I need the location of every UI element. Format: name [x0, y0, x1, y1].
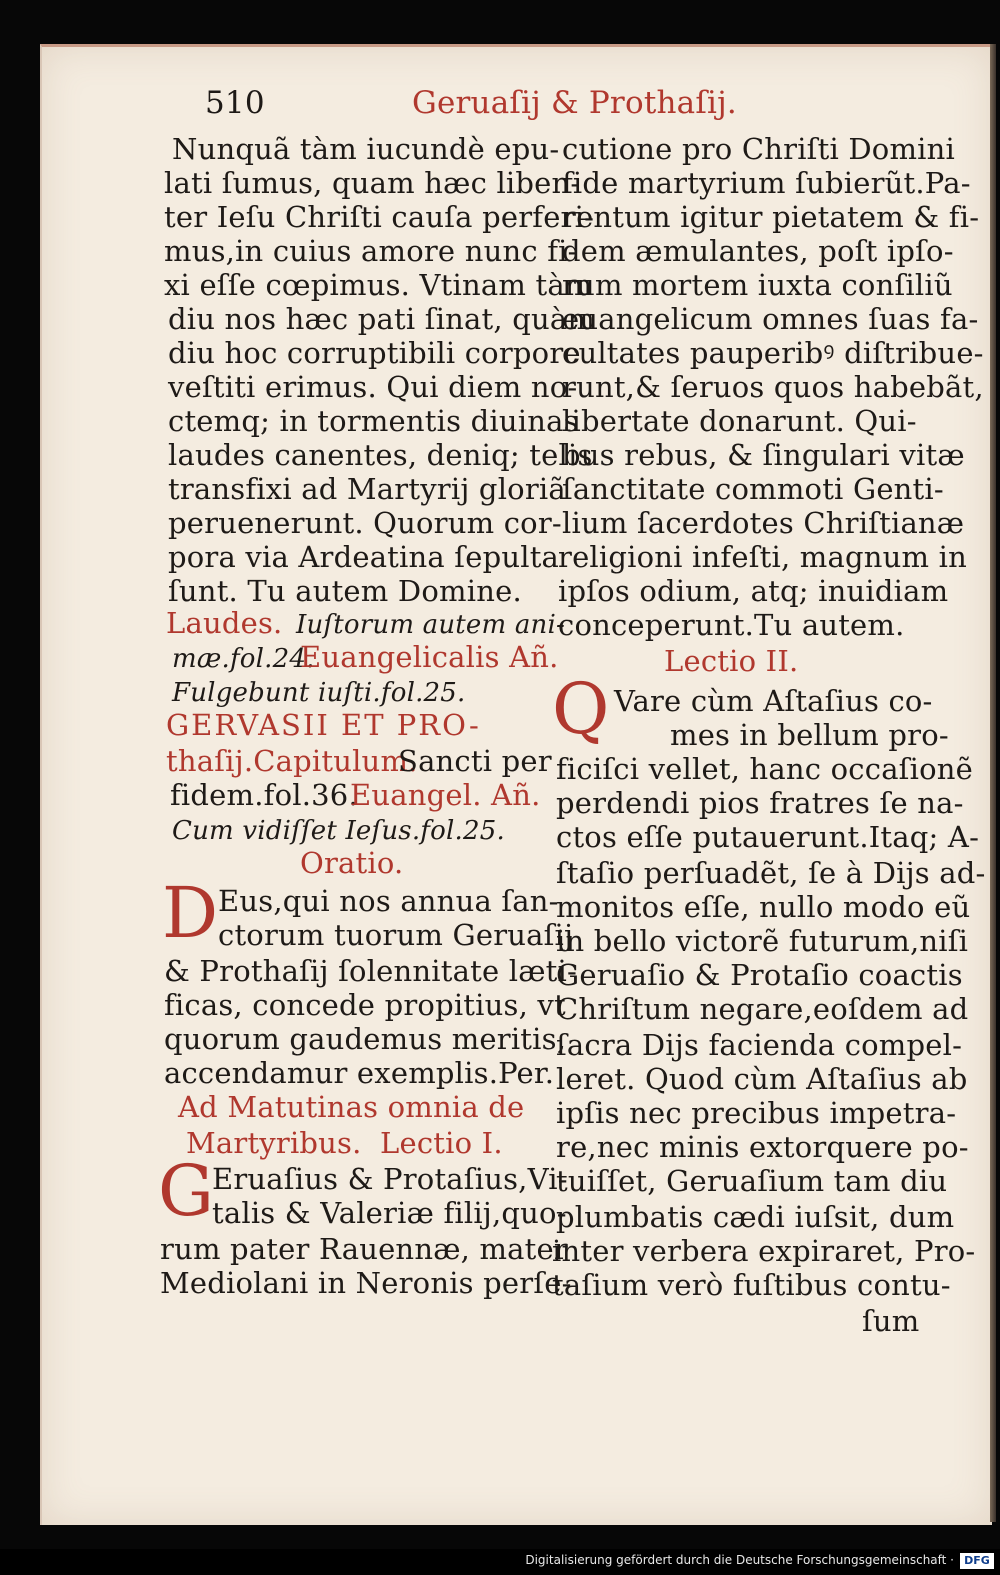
text-line: ſanctitate commoti Genti- — [562, 472, 944, 506]
capitulum-folio: fidem.fol.36. — [170, 778, 358, 812]
text-line: talis & Valeriæ filij,quo- — [212, 1196, 567, 1230]
text-line: Mediolani in Neronis perſe- — [160, 1266, 572, 1300]
text-line: ctos eſſe putauerunt.Itaq; A- — [556, 820, 980, 854]
text-line: taſium verò fuſtibus contu- — [552, 1268, 951, 1302]
euangel-label: Euangel. Añ. — [350, 778, 541, 812]
dfg-logo[interactable]: DFG — [960, 1553, 994, 1569]
drop-capital: D — [162, 872, 219, 954]
text-line: runt,& ſeruos quos habebãt, — [562, 370, 984, 404]
laudes-label: Laudes. — [166, 606, 283, 640]
text-line: ctemq; in tormentis diuinas — [168, 404, 579, 438]
text-line: rum mortem iuxta conſiliũ — [562, 268, 953, 302]
feast-title: GERVASII ET PRO- — [166, 708, 481, 742]
text-line: conceperunt.Tu autem. — [558, 608, 905, 642]
text-line: mes in bellum pro- — [670, 718, 949, 752]
text-line: ipſis nec precibus impetra- — [556, 1096, 957, 1130]
text-line: religioni infeſti, magnum in — [558, 540, 967, 574]
drop-capital: G — [158, 1150, 214, 1232]
text-line: accendamur exemplis.Per. — [164, 1056, 555, 1090]
matutinas-heading: Ad Matutinas omnia de — [178, 1090, 525, 1124]
text-line: mus,in cuius amore nunc fi- — [164, 234, 578, 268]
catchword: ſum — [862, 1304, 920, 1338]
text-line: in bello victorẽ futurum,niſi — [556, 924, 969, 958]
text-line: Chriſtum negare,eoſdem ad — [556, 992, 969, 1026]
text-line: diu nos hæc pati ſinat, quàm — [168, 302, 596, 336]
text-line: ter Ieſu Chriſti cauſa perferi- — [164, 200, 595, 234]
text-line: laudes canentes, deniq; telis — [168, 438, 593, 472]
text-line: Eus,qui nos annua ſan- — [218, 884, 559, 918]
text-line: Geruaſio & Protaſio coactis — [556, 958, 963, 992]
text-line: ſtaſio perſuadẽt, ſe à Dijs ad- — [556, 856, 986, 890]
footer-bar — [0, 1549, 1000, 1575]
text-line: ficiſci vellet, hanc occaſionẽ — [556, 752, 973, 786]
text-line: monitos eſſe, nullo modo eũ — [556, 890, 971, 924]
page-edge — [990, 44, 996, 1522]
martyribus-label: Martyribus. — [186, 1126, 362, 1160]
running-title: Geruaſij & Prothaſij. — [412, 85, 737, 121]
text-line: tuiſſet, Geruaſium tam diu — [556, 1164, 948, 1198]
text-line: inter verbera expiraret, Pro- — [552, 1234, 976, 1268]
text-line: ſacra Dijs facienda compel- — [556, 1028, 963, 1062]
text-line: libertate donarunt. Qui- — [562, 404, 917, 438]
text-line: & Prothaſij ſolennitate læti- — [164, 954, 578, 988]
text-line: transfixi ad Martyrij gloriã — [168, 472, 566, 506]
text-line: bus rebus, & ſingulari vitæ — [562, 438, 965, 472]
text-line: veſtiti erimus. Qui diem no- — [168, 370, 578, 404]
laudes-text: Iuſtorum autem ani- — [296, 610, 565, 640]
text-line: Nunquã tàm iucundè epu- — [172, 132, 560, 166]
cum-vidisset-line: Cum vidiſſet Ieſus.fol.25. — [172, 816, 505, 846]
funding-notice: Digitalisierung gefördert durch die Deutsche Forschungsgemeinschaft · — [525, 1553, 954, 1567]
lectio-one-heading: Lectio I. — [380, 1126, 503, 1160]
text-line: peruenerunt. Quorum cor- — [168, 506, 562, 540]
text-line: xi eſſe cœpimus. Vtinam tàm — [164, 268, 593, 302]
page-number: 510 — [205, 85, 265, 121]
text-line: euangelicum omnes ſuas fa- — [562, 302, 979, 336]
text-line: pora via Ardeatina ſepulta — [168, 540, 560, 574]
text-line: rentum igitur pietatem & fi- — [562, 200, 980, 234]
euangelicalis-label: Euangelicalis Añ. — [300, 640, 559, 674]
text-line: quorum gaudemus meritis, — [164, 1022, 567, 1056]
text-line: cultates pauperibꝰ diſtribue- — [562, 336, 984, 370]
laudes-folio: mæ.fol.24. — [172, 644, 315, 674]
text-line: perdendi pios fratres ſe na- — [556, 786, 964, 820]
text-line: cutione pro Chriſti Domini — [562, 132, 955, 166]
text-line: lium ſacerdotes Chriſtianæ — [562, 506, 965, 540]
text-line: diu hoc corruptibili corpore — [168, 336, 581, 370]
text-line: lati ſumus, quam hæc liben- — [164, 166, 581, 200]
oratio-heading: Oratio. — [300, 846, 404, 880]
text-line: re,nec minis extorquere po- — [556, 1130, 969, 1164]
fulgebunt-line: Fulgebunt iuſti.fol.25. — [172, 678, 466, 708]
capitulum-text: Sancti per — [398, 744, 552, 778]
text-line: dem æmulantes, poſt ipſo- — [562, 234, 954, 268]
text-line: fide martyrium ſubierũt.Pa- — [562, 166, 971, 200]
text-line: Eruaſius & Protaſius,Vi- — [212, 1162, 568, 1196]
text-line: rum pater Rauennæ, mater — [160, 1232, 568, 1266]
text-line: ipſos odium, atq; inuidiam — [558, 574, 949, 608]
text-line: leret. Quod cùm Aſtaſius ab — [556, 1062, 968, 1096]
lectio-two-heading: Lectio II. — [664, 644, 799, 678]
text-line: ficas, concede propitius, vt — [164, 988, 566, 1022]
drop-capital: Q — [552, 668, 610, 750]
capitulum-label: thaſij.Capitulum. — [166, 744, 418, 778]
text-line: Vare cùm Aſtaſius co- — [614, 684, 933, 718]
text-line: ctorum tuorum Geruaſij — [218, 918, 574, 952]
text-line: plumbatis cædi iuſsit, dum — [556, 1200, 955, 1234]
text-line: ſunt. Tu autem Domine. — [168, 574, 522, 608]
